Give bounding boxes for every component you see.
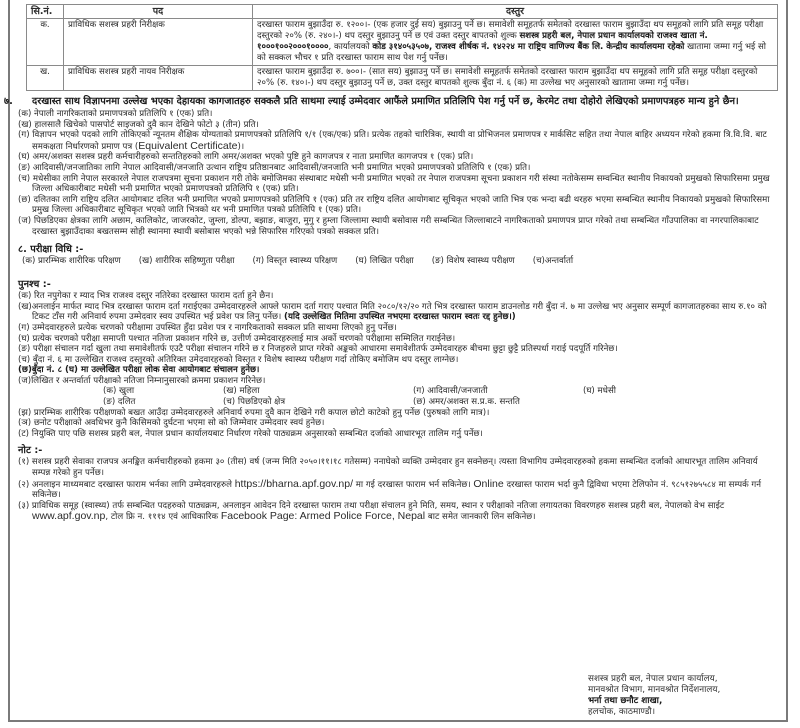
doc-item: (छ) दलितका लागि राष्ट्रिय दलित आयोगबाट दलित भनी प्रमाणित भएको प्रमाणपत्रको प्रतिलिपि १ (एक) प्रति तर राष्ट्रिय दलित आयोगबाट सूचिकृत भएको जाति भित्र एक भन्दा बढी थरहरु भएमा सम्बन्धित स्थानीय निकायको प्रमुखको सिफारिसमा प्रमुख जिल्ला अधिकारीबाट सूचिकृत भएको जाति भित्रको थर भनी प्रमाणित पत्रको प्रतिलिपि १ (एक) प्रति। (18, 194, 770, 216)
row-fee: दरखास्त फाराम बुझाउँदा रु. ७००।- (सात सय) बुझाउनु पर्ने छ। समावेशी समूहतर्फ समेतको दरखास्त फाराम बुझाउँदा थप समूहको लागि प्रति समूह परीक्षा दस्तुरको २०% (रु. १४०।-) थप दस्तुर बुझाउनु पर्ने छ, उक्त दस्तुर बापतको शुल्क बुँदा नं. ६ (क) मा उल्लेख भए अनुसारको खातामा जम्मा गर्नु पर्नेछ। (253, 66, 778, 91)
fee-table-header (27, 5, 778, 19)
fee-text: खातामा जम्मा गर्नु भई सो को सक्कल भौचर १ प्रति दरखास्त फाराम साथ पेश गर्नु पर्नेछ। (257, 42, 767, 63)
ps-item: (ञ) छनोट परीक्षाको अवधिभर कुनै किसिमको दुर्घटना भएमा सो को जिम्मेवार उम्मेदवार स्वयं हुनेछ। (18, 418, 325, 429)
table-row (27, 19, 778, 66)
ps-item: (झ) प्रारम्भिक शारीरिक परीक्षणको बखत आउँदा उम्मेदवारहरुले अनिवार्य रुपमा दुवै कान देखिने गरी कपाल छोटो काटेको हुनु पर्नेछ (पुरुषको लागि मात्र)। (18, 407, 490, 418)
table-row (27, 66, 778, 91)
result-order-item: (ग) आदिवासी/जनजाती (413, 386, 488, 397)
ps-item: (घ) प्रत्येक चरणको परीक्षा समाप्ती पश्चात नतिजा प्रकाशन गरिने छ, उत्तीर्ण उम्मेदवारहरुलाई मात्र अर्को चरणको परीक्षामा सम्मिलित गराईनेछ। (18, 333, 456, 344)
section-7-heading (4, 96, 778, 108)
note-text: बाट समेत जानकारी लिन सकिनेछ। (425, 512, 536, 523)
exam-method: (ङ) विशेष स्वास्थ्य परीक्षण (431, 256, 515, 267)
exam-methods (22, 256, 778, 267)
row-serial: क. (27, 19, 64, 66)
doc-item: (घ) अमर/अशक्त सशस्त्र प्रहरी कर्मचारीहरुको सन्ततिहरुको लागि अमर/अशक्त भएको पुष्टि हुने कागजपत्र र नाता प्रमाणित कागजपत्र १ (एक) प्रति। (18, 152, 474, 163)
exam-method: (घ) लिखित परीक्षा (355, 256, 414, 267)
note-text: (२) अनलाइन माध्यमबाट दरखास्त फाराम भर्नका लागि उम्मेदवारहरुले (18, 479, 235, 490)
exam-method: (ग) विस्तृत स्वास्थ्य परिक्षण (252, 256, 338, 267)
row-post: प्राविधिक सशस्त्र प्रहरी निरीक्षक (64, 19, 253, 66)
section-heading-text: परीक्षा विधि :- (30, 244, 84, 256)
equivalent-certificate: Equivalent Certificate (138, 139, 238, 152)
exam-method: (च)अन्तर्वार्ता (532, 256, 574, 267)
fee-table (26, 4, 778, 91)
note-text: , टोल फ्रि न. १११४ एवं आधिकारिक (105, 512, 221, 523)
signature-line: सशस्त्र प्रहरी बल, नेपाल प्रधान कार्यालय, (588, 674, 718, 684)
notice-body (4, 4, 778, 523)
result-order-item: (ख) महिला (223, 386, 260, 397)
result-order-list (103, 386, 778, 407)
note-heading: नोट :- (18, 445, 43, 457)
exam-method: (ख) शारीरिक सहिष्णुता परीक्षा (138, 256, 235, 267)
signature-line: मानवश्रोत विभाग, मानवश्रोत निर्देशनालय, (588, 685, 721, 695)
doc-item (18, 130, 778, 152)
header-post: पद (64, 5, 253, 19)
note-item (18, 501, 778, 523)
row-serial: ख. (27, 66, 64, 91)
section-heading-text: दरखास्त साथ विज्ञापनमा उल्लेख भएका देहायका कागजातहरु सक्कलै प्रति साथमा ल्याई उम्मेदवार आफैंले प्रमाणित प्रतिलिपि पेश गर्नु पर्ने छ, केरमेट तथा दोहोरो लेखिएको प्रमाणपत्रहरु मान्य हुने छैन। (32, 96, 739, 107)
ps-item-warning: (यदि उल्लेखित मितिमा उपस्थित नभएमा दरखास्त फाराम स्वतः रद्द हुनेछ।) (284, 312, 516, 323)
ps-item: (ग) उम्मेदवारहरुले प्रत्येक चरणको परीक्षामा उपस्थित हुँदा प्रवेश पत्र र नागरिकताको सक्कल प्रति साथमा लिएको हुनु पर्नेछ। (18, 322, 397, 333)
doc-item: (ङ) आदिवासी/जनजातिका लागि नेपाल आदिवासी/जनजाति उत्थान राष्ट्रिय प्रतिष्ठानबाट आदिवासी/जनजाति भनी प्रमाणित भएको प्रमाणपत्रको प्रतिलिपि १ (एक) प्रति। (18, 162, 531, 173)
signature-block (588, 674, 720, 718)
online-label: Online (473, 477, 504, 490)
ps-item: (ङ) परीक्षा संचालन गर्दा खुला तथा समावेशीतर्फ एउटै परीक्षा संचालन गरिने छ र निजहरुले प्राप्त गरेको अङ्कको आधारमा समावेशीतर्फ उम्मेदवारहरु बीचमा छुट्टा छुट्टै प्रतिस्पर्धा गराई पदपूर्ति गरिनेछ। (18, 344, 618, 355)
fee-text: , कार्यालयको (328, 42, 373, 52)
ps-item: (छ)बुँदा नं. ८ (घ) मा उल्लेखित परीक्षा लोक सेवा आयोगबाट संचालन हुनेछ। (18, 365, 260, 376)
signature-branch: भर्ना तथा छनौट शाखा, (588, 696, 663, 706)
ps-item: (च) बुँदा नं. ६ मा उल्लेखित राजश्व दस्तुरको अतिरिक्त उमेदवारहरुको विस्तृत र विशेष स्वास्थ्य परीक्षण गर्दा तोकिए बमोजिम थप दस्तुर लाग्नेछ। (18, 354, 459, 365)
header-fee: दस्तुर (253, 5, 778, 19)
doc-item: (क) नेपाली नागरिकताको प्रमाणपत्रको प्रतिलिपि १ (एक) प्रति। (18, 109, 213, 119)
ps-item-text: (ख)अनलाईन मार्फत म्याद भित्र दरखास्त फाराम दर्ता गराईएका उम्मेदवारहरुले आफ्ले फाराम दर्ता गराए पश्चात मिति २०८०/१२/२० गते भित्र दरखास्त फाराम डाउनलोड गरी बुँदा नं. ७ मा उल्लेख भए अनुसार सम्पूर्ण कागजातहरुका साथ रु.१० को टिकट टाँस गरी अनिवार्य रुपमा उम्मेदवार स्वय उपस्थित भई प्रवेश पत्र लिनु पर्नेछ। (18, 301, 767, 323)
result-order-item: (छ) अमर/अशक्त स.प्र.क. सन्तति (413, 397, 520, 408)
note-text: (३) प्राविधिक समूह (स्वास्थ्य) तर्फ सम्बन्धित पदहरुको पाठ्यक्रम, अनलाइन आवेदन दिने दरखास्त फाराम तथा परीक्षा संचालन हुने मिति, समय, स्थान र परीक्षाको नतिजा लगायतका विवरणहरु सशस्त्र प्रहरी बल, नेपालको वेभ साईट (18, 500, 725, 511)
ps-item: (ट) नियुक्ति पाए पछि सशस्त्र प्रहरी बल, नेपाल प्रधान कार्यालयबाट निर्धारण गरेको पाठ्यक्रम अनुसारको सम्बन्धित दर्जाको आधारभूत तालिम गर्नु पर्नेछ। (18, 428, 483, 439)
section-number: ८. (18, 244, 27, 256)
punashcha-heading: पुनश्च :- (18, 279, 51, 291)
section-8-heading (18, 244, 778, 256)
exam-method: (क) प्रारम्भिक शारीरिक परिक्षण (22, 256, 121, 267)
section-number: ७. (4, 96, 13, 107)
ps-item (18, 302, 778, 323)
fee-code-bold: कोड ३१४०५३५०७, राजश्व शीर्षक नं. १४२२४ मा राष्ट्रिय वाणिज्य बैंक लि. केन्द्रीय कार्यालयमा रहेको (372, 42, 685, 52)
doc-item: (च) मधेसीका लागि नेपाल सरकारले नेपाल राजपत्रमा सूचना प्रकाशन गरी तोके बमोजिमका संस्थाबाट मधेसी भनी प्रमाणित भएको तर नेपाल राजपत्रमा सूचना प्रकाशन गरी संस्था नतोकेसम्म सम्वन्धित स्थानीय निकायको प्रमुखको सिफारिसमा प्रमुख जिल्ला अधिकारीबाट मधेसी भनी प्रमाणित भएको प्रमाणपत्रको प्रतिलिपि १ (एक) प्रति। (18, 173, 770, 195)
row-fee (253, 19, 778, 66)
result-order-item: (ङ) दलित (103, 397, 136, 408)
doc-item: (ख) हालसालै खिचेको पासपोर्ट साइजको दुवै कान देखिने फोटो ३ (तीन) प्रति। (18, 119, 259, 130)
facebook-page-link[interactable]: Facebook Page: Armed Police Force, Nepal (220, 510, 426, 523)
fee-text: दरखास्त फाराम बुझाउँदा रु. १२००।- (एक हजार दुई सय) बुझाउनु पर्ने छ। समावेशी समूहतर्फ समेतको दरखास्त फाराम बुझाउँदा थप समूहको लागि प्रति समूह परीक्षा दस्तुरको २०% (रु. २४०।-) थप दस्तुर बुझाउनु पर्ने छ एवं उक्त दस्तुर बापतको शुल्क (257, 20, 764, 41)
row-post: प्राविधिक सशस्त्र प्रहरी नायव निरीक्षक (64, 66, 253, 91)
header-serial: सि.नं. (27, 5, 64, 19)
note-item (18, 479, 778, 501)
note-text: दरखास्त फाराम भर्दा कुनै द्विविधा भएमा टेलिफोन नं. ९८५१२७५५८४ मा सम्पर्क गर्न सकिनेछ। (32, 479, 762, 501)
doc-item-text: )। (237, 141, 245, 152)
doc-item-text: (ग) विज्ञापन भएको पदको लागि तोकिएको न्यूनतम शैक्षिक योग्यताको प्रमाणपत्रको प्रतिलिपि १/१ (एक/एक) प्रति। प्रत्येक तहको चारित्रिक, स्थायी वा प्रोभिजनल प्रमाणपत्र र मार्कसिट सहित तथा नेपाल बाहिर अध्ययन गरेको हकमा त्रि.वि.वि. बाट समकक्षता निर्धारणको प्रमाण पत्र ( (18, 130, 767, 152)
ps-item: (क) रित नपुगेका र म्याद भित्र राजश्व दस्तुर नतिरेका दरखास्त फाराम दर्ता हुने छैन। (18, 291, 274, 302)
doc-item: (ज) पिछडिएका क्षेत्रका लागि अछाम, कालिकोट, जाजरकोट, जुम्ला, डोल्पा, बझाङ, बाजुरा, मुगु र हुम्ला जिल्लामा स्थायी बसोवास गरी सम्बन्धित जिल्लाबाटने नागरिकताको प्रमाणपत्र प्राप्त गरेको तथा सम्बन्धित गाँउपालिका वा नगरपालिकाबाट दरखास्त बुझाउँदाका बखतसम्म सोही स्थानमा स्थायी बसोबास भएको भन्ने सिफारिस गरिएको पत्रको सक्कल प्रति। (18, 215, 759, 237)
result-order-item: (घ) मधेसी (583, 386, 616, 397)
note-item: (१) सशस्त्र प्रहरी सेवाका राजपत्र अनङ्कित कर्मचारीहरुको हकमा ३० (तीस) वर्ष (जन्म मिति २०५०।११।१८ गतेसम्म) ननाघेको व्यक्ति उम्मेदवार हुन सक्नेछन्। त्यस्ता विभागिय उम्मेदवारहरुको हकमा सम्बन्धित दर्जाको आधारभूत तालिम अनिवार्य सम्पन्न गरेको हुन पर्नेछ। (18, 457, 758, 479)
website-link[interactable]: www.apf.gov.np (32, 510, 106, 523)
signature-line: हलचोक, काठमाण्डौ। (588, 707, 656, 717)
note-text: मा गई दरखास्त फाराम भर्न सकिनेछ। (353, 479, 474, 490)
ps-item: (ज)लिखित र अन्तर्वार्ता परीक्षाको नतिजा निम्नानुसारको क्रममा प्रकाशन गरिनेछ। (18, 375, 266, 386)
fee-account-bold: सशस्त्र प्रहरी बल, नेपाल प्रधान कार्यालयको राजश्व खाता नं. १०००१००२०००१०००० (257, 31, 708, 52)
result-order-item: (च) पिछडिएको क्षेत्र (223, 397, 286, 408)
result-order-item: (क) खुला (103, 386, 135, 397)
bharna-link[interactable]: https://bharna.apf.gov.np/ (234, 477, 353, 490)
